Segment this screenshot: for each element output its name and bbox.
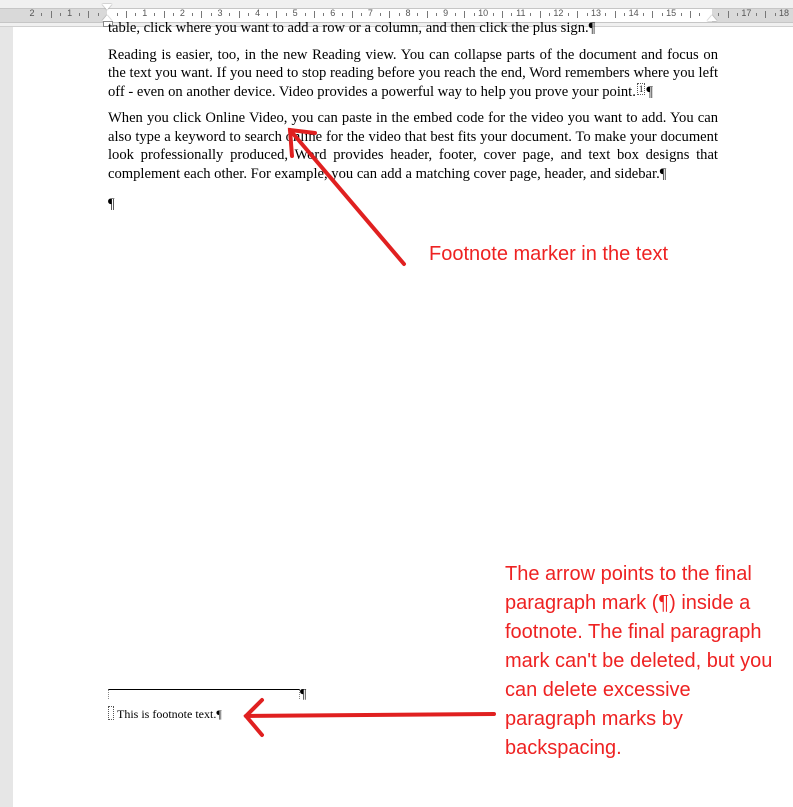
paragraph-2-text: Reading is easier, too, in the new Reading view. You can collapse parts of the document and focus on the text you want. If you need to stop reading before you reach the end, Word remembers where you left off - even on another device. Video provides a powerful way to help you prove your point.: [108, 46, 718, 100]
ruler-tick: [361, 13, 362, 16]
ruler-tick: [248, 13, 249, 16]
ruler-tick: [173, 13, 174, 16]
ruler-number: 10: [478, 8, 489, 18]
ruler-tick: [775, 13, 776, 16]
ruler-tick: [60, 13, 61, 16]
ruler-tick: [493, 13, 494, 16]
ruler-number: 13: [590, 8, 602, 18]
ruler-tick: [305, 13, 306, 16]
ruler-tick: [436, 13, 437, 16]
first-line-indent-marker[interactable]: [102, 4, 112, 10]
pilcrow-mark: ¶: [659, 165, 667, 182]
ruler-tick: [681, 13, 682, 16]
ruler-tick: [201, 11, 202, 18]
footnote-final-pilcrow-mark: ¶: [216, 707, 222, 721]
ruler-tick: [549, 13, 550, 16]
ruler-tick: [154, 13, 155, 16]
ruler-tick: [737, 13, 738, 16]
ruler-tick: [699, 13, 700, 16]
ruler-tick: [605, 13, 606, 16]
ruler-tick: [756, 13, 757, 16]
ruler-tick: [352, 11, 353, 18]
annotation-final-paragraph-mark: The arrow points to the final paragraph mark (¶) inside a footnote. The final paragraph mark can't be deleted, but you can delete excessive paragraph marks by backspacing.: [505, 563, 773, 759]
footnote-separator: [108, 689, 300, 699]
paragraph-3-text: When you click Online Video, you can paste in the embed code for the video you want to add. You can also type a keyword to search online for the video that best fits your document. To make your document look professionally produced, Word provides header, footer, cover page, and text box designs that complement each other. For example, you can add a matching cover page, header, and sidebar.: [108, 110, 718, 182]
pilcrow-mark: ¶: [646, 83, 653, 100]
pilcrow-mark: ¶: [108, 196, 115, 212]
ruler-tick: [51, 11, 52, 18]
ruler-tick: [530, 13, 531, 16]
ruler-tick: [587, 13, 588, 16]
ruler-tick: [79, 13, 80, 16]
ruler-number: 2: [29, 8, 35, 18]
ruler-tick: [389, 11, 390, 18]
ruler-tick: [474, 13, 475, 16]
ruler-tick: [323, 13, 324, 16]
ruler-tick: [643, 13, 644, 16]
ruler-number: 5: [292, 8, 298, 18]
ruler-tick: [718, 13, 719, 16]
ruler-tick: [502, 11, 503, 18]
ruler-number: 7: [367, 8, 373, 18]
ruler-number: 12: [553, 8, 564, 18]
ruler-tick: [229, 13, 230, 16]
ruler-tick: [192, 13, 193, 16]
paragraph-1[interactable]: [108, 19, 718, 38]
ruler-tick: [765, 11, 766, 18]
ruler-tick: [690, 11, 691, 18]
ruler-tick: [117, 13, 118, 16]
footnote-number-marker[interactable]: [108, 706, 114, 720]
ruler-tick: [135, 13, 136, 16]
paragraph-1-text: table, click where you want to add a row or a column, and then click the plus sign.: [108, 20, 589, 36]
ruler-number: 11: [516, 8, 526, 18]
ruler-number: 4: [255, 8, 261, 18]
ruler-tick: [98, 13, 99, 16]
ruler-tick: [314, 11, 315, 18]
separator-pilcrow-mark: ¶: [300, 687, 307, 702]
ruler-number: 15: [666, 8, 677, 18]
ruler-tick: [164, 11, 165, 18]
ruler-tick: [342, 13, 343, 16]
footnote-text: This is footnote text.: [117, 707, 217, 721]
ruler-tick: [417, 13, 418, 16]
ruler-number: 6: [330, 8, 336, 18]
ruler-tick: [380, 13, 381, 16]
ruler-tick: [455, 13, 456, 16]
footnote-reference-marker[interactable]: 1: [638, 83, 644, 94]
ruler-number: 14: [628, 8, 639, 18]
empty-paragraph[interactable]: [108, 195, 718, 214]
paragraph-3[interactable]: [108, 109, 718, 183]
ruler-tick: [239, 11, 240, 18]
ruler-number: 17: [741, 8, 752, 18]
ruler-tick: [624, 13, 625, 16]
ruler-tick: [577, 11, 578, 18]
ruler-tick: [427, 11, 428, 18]
ruler-tick: [267, 13, 268, 16]
ruler-tick: [88, 11, 89, 18]
ruler-number: 2: [179, 8, 185, 18]
ruler-tick: [540, 11, 541, 18]
ruler-number: 1: [142, 8, 148, 18]
ruler-tick: [662, 13, 663, 16]
ruler-number: 9: [443, 8, 449, 18]
annotation-footnote-marker: Footnote marker in the text: [429, 243, 669, 265]
ruler-tick: [41, 13, 42, 16]
ruler-tick: [464, 11, 465, 18]
footnote[interactable]: [108, 706, 222, 722]
ruler-number: 3: [217, 8, 223, 18]
ruler-tick: [511, 13, 512, 16]
ruler-number: 18: [778, 8, 790, 18]
ruler-tick: [568, 13, 569, 16]
ruler-tick: [126, 11, 127, 18]
ruler-number: 1: [67, 8, 73, 18]
ruler-tick: [286, 13, 287, 16]
pilcrow-mark: ¶: [588, 20, 596, 36]
ruler-number: 8: [405, 8, 411, 18]
document-body[interactable]: [108, 20, 718, 214]
ruler-tick: [211, 13, 212, 16]
ruler-tick: [652, 11, 653, 18]
ruler-tick: [276, 11, 277, 18]
ruler-tick: [728, 11, 729, 18]
paragraph-2[interactable]: [108, 46, 718, 102]
ruler-tick: [615, 11, 616, 18]
ruler-tick: [399, 13, 400, 16]
